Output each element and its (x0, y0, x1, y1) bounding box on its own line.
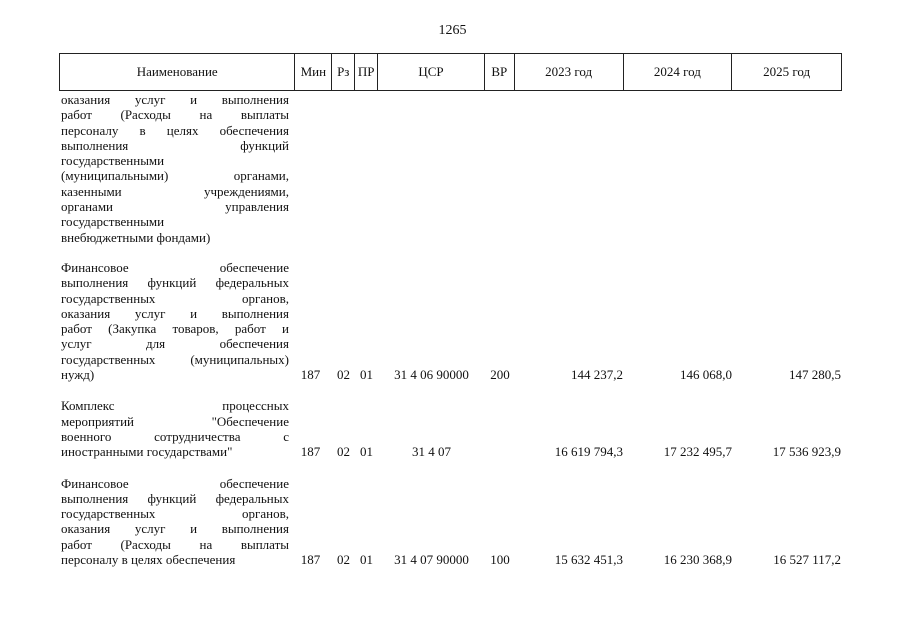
row-name-line: нужд) (61, 367, 95, 383)
row-name-line: казенными учреждениями, (61, 183, 289, 199)
cell-y2024: 17 232 495,7 (663, 444, 732, 460)
row-name (59, 476, 289, 568)
row-values (289, 92, 842, 245)
row-values (289, 260, 842, 382)
cell-vr (485, 444, 515, 459)
cell-pr: 01 (360, 367, 373, 383)
row-name-line: мероприятий "Обеспечение (61, 413, 289, 429)
row-name-line: оказания услуг и выполнения (61, 92, 289, 107)
row-name (59, 260, 289, 382)
cell-csr: 31 4 07 90000 (394, 552, 469, 568)
header-rz: Рз (332, 54, 355, 90)
table-body (59, 92, 842, 583)
cell-min: 187 (300, 552, 321, 568)
cell-pr (355, 230, 378, 245)
cell-rz (332, 230, 355, 245)
row-name-line: государственных (муниципальных) (61, 351, 289, 367)
row-name-line: персоналу в целях обеспечения (61, 122, 289, 138)
row-name-line: услуг для обеспечения (61, 336, 289, 352)
cell-y2023 (515, 230, 624, 245)
row-values (289, 398, 842, 459)
row-name-line: оказания услуг и выполнения (61, 521, 289, 537)
cell-csr: 31 4 07 (412, 444, 451, 460)
cell-pr: 01 (360, 444, 373, 460)
cell-rz: 02 (337, 444, 350, 460)
cell-vr: 200 (490, 367, 510, 383)
cell-csr: 31 4 06 90000 (394, 367, 469, 383)
header-2024: 2024 год (624, 54, 733, 90)
cell-y2025: 17 536 923,9 (772, 444, 841, 460)
header-csr: ЦСР (378, 54, 485, 90)
header-min: Мин (295, 54, 332, 90)
cell-y2025 (733, 230, 842, 245)
row-name-line: иностранными государствами" (61, 444, 233, 460)
cell-y2023: 144 237,2 (571, 367, 623, 383)
cell-y2025: 147 280,5 (789, 367, 841, 383)
row-name-line: работ (Расходы на выплаты (61, 107, 289, 123)
cell-rz: 02 (337, 367, 350, 383)
page-number: 1265 (438, 23, 467, 38)
row-name-line: выполнения функций федеральных (61, 490, 289, 506)
row-name-line: Финансовое обеспечение (61, 259, 289, 275)
cell-csr (378, 230, 485, 245)
row-name (59, 398, 289, 459)
row-name-line: государственными (61, 153, 165, 169)
row-name-line: военного сотрудничества с (61, 428, 289, 444)
cell-y2023: 16 619 794,3 (554, 444, 623, 460)
cell-vr: 100 (490, 552, 510, 568)
row-name-line: Комплекс процессных (61, 398, 289, 414)
row-name-line: (муниципальными) органами, (61, 168, 289, 184)
row-name-line: выполнения функций (61, 137, 289, 153)
header-name: Наименование (60, 54, 295, 90)
row-name-line: государственных органов, (61, 290, 289, 306)
row-name-line: государственными (61, 214, 165, 230)
row-name-line: выполнения функций федеральных (61, 275, 289, 291)
header-pr: ПР (355, 54, 378, 90)
cell-y2023: 15 632 451,3 (554, 552, 623, 568)
row-name (59, 92, 289, 245)
cell-y2024: 146 068,0 (680, 367, 732, 383)
row-name-line: персоналу в целях обеспечения (61, 552, 236, 568)
table-row (59, 476, 842, 568)
cell-pr: 01 (360, 552, 373, 568)
row-name-line: работ (Закупка товаров, работ и (61, 321, 289, 337)
cell-y2024: 16 230 368,9 (663, 552, 732, 568)
row-name-line: Финансовое обеспечение (61, 475, 289, 491)
row-name-line: органами управления (61, 199, 289, 215)
cell-min (289, 230, 332, 245)
cell-y2025: 16 527 117,2 (773, 552, 841, 568)
row-name-line: оказания услуг и выполнения (61, 305, 289, 321)
header-2023: 2023 год (515, 54, 624, 90)
cell-y2024 (624, 230, 733, 245)
header-vr: ВР (485, 54, 515, 90)
cell-min: 187 (300, 367, 321, 383)
table-row (59, 92, 842, 245)
row-name-line: внебюджетными фондами) (61, 229, 211, 245)
row-name-line: работ (Расходы на выплаты (61, 536, 289, 552)
cell-rz: 02 (337, 552, 350, 568)
table-header (59, 53, 842, 91)
row-values (289, 476, 842, 568)
table-row (59, 398, 842, 459)
cell-vr (485, 230, 515, 245)
row-name-line: государственных органов, (61, 506, 289, 522)
cell-min: 187 (300, 444, 321, 460)
table-row (59, 260, 842, 382)
header-2025: 2025 год (763, 64, 811, 79)
